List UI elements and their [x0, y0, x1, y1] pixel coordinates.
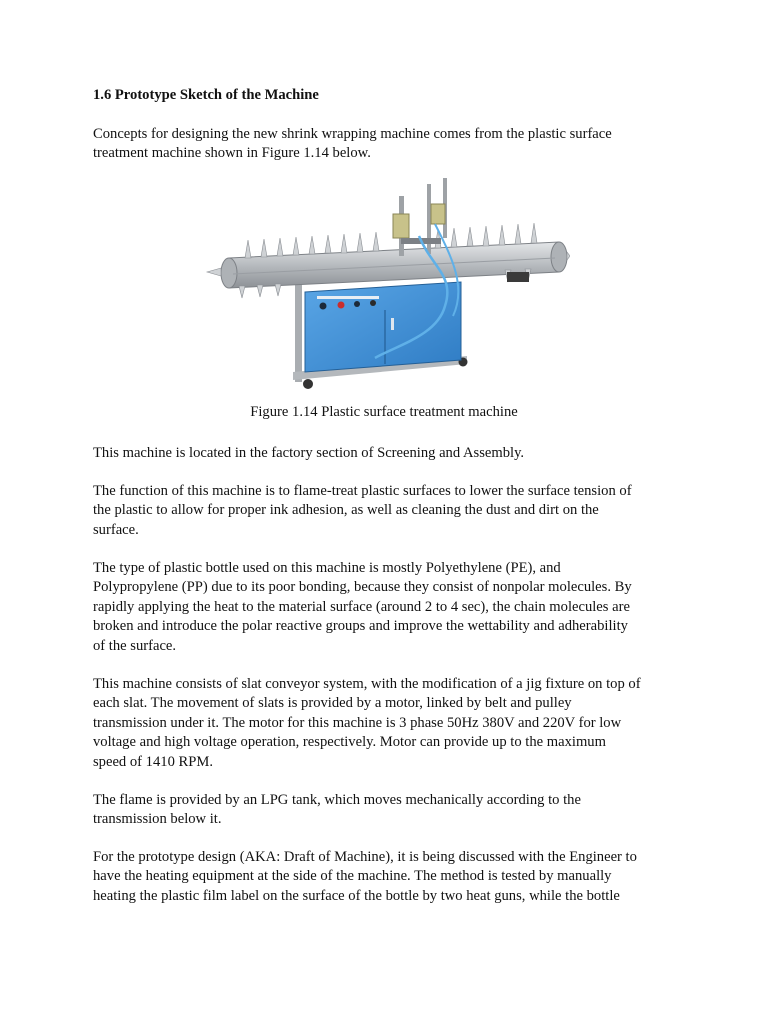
- text-line: broken and introduce the polar reactive groups and improve the wettability and adherability: [93, 618, 628, 635]
- end-spike: [567, 252, 570, 260]
- paragraph-conveyor: [93, 675, 683, 772]
- motor: [507, 272, 529, 282]
- frame-leg-left: [295, 284, 302, 382]
- machine-figure: [205, 176, 570, 392]
- paragraph-plastic-type: [93, 559, 683, 656]
- caster-wheel: [303, 379, 313, 389]
- text-line: of the surface.: [93, 637, 177, 654]
- figure-caption: Figure 1.14 Plastic surface treatment machine: [250, 404, 518, 420]
- panel-label-strip: [317, 296, 379, 299]
- text-line: The function of this machine is to flame-treat plastic surfaces to lower the surface tension of: [93, 483, 632, 499]
- control-knob: [320, 303, 327, 310]
- control-knob: [354, 301, 360, 307]
- text-line: The flame is provided by an LPG tank, which moves mechanically according to the: [93, 792, 581, 808]
- text-line: This machine is located in the factory section of Screening and Assembly.: [93, 445, 525, 461]
- emergency-button: [338, 302, 345, 309]
- paragraph-flame: [93, 791, 683, 830]
- burner-head: [431, 204, 445, 224]
- text-line: Concepts for designing the new shrink wrapping machine comes from the plastic surface: [93, 126, 612, 142]
- text-line: transmission under it. The motor for this machine is 3 phase 50Hz 380V and 220V for low: [93, 714, 622, 731]
- text-line: voltage and high voltage operation, respectively. Motor can provide up to the maximum: [93, 734, 606, 751]
- text-line: rapidly applying the heat to the material surface (around 2 to 4 sec), the chain molecules are: [93, 598, 630, 615]
- text-line: treatment machine shown in Figure 1.14 below.: [93, 145, 371, 162]
- text-line: have the heating equipment at the side of the machine. The method is tested by manually: [93, 868, 612, 885]
- text-line: each slat. The movement of slats is provided by a motor, linked by belt and pulley: [93, 695, 572, 712]
- text-line: The type of plastic bottle used on this machine is mostly Polyethylene (PE), and: [93, 560, 561, 576]
- cabinet-handle: [391, 318, 394, 330]
- text-line: speed of 1410 RPM.: [93, 753, 213, 770]
- control-knob: [370, 300, 376, 306]
- paragraph-function: [93, 482, 683, 540]
- text-line: transmission below it.: [93, 811, 222, 828]
- section-heading: 1.6 Prototype Sketch of the Machine: [93, 87, 319, 103]
- paragraph-intro: [93, 125, 683, 164]
- paragraph-location: [93, 444, 683, 463]
- text-line: This machine consists of slat conveyor system, with the modification of a jig fixture on top of: [93, 676, 641, 692]
- text-line: the plastic to allow for proper ink adhesion, as well as cleaning the dust and dirt on the: [93, 502, 599, 519]
- burner-head: [393, 214, 409, 238]
- paragraph-prototype: [93, 848, 683, 906]
- text-line: For the prototype design (AKA: Draft of Machine), it is being discussed with the Engineer to: [93, 849, 637, 865]
- text-line: Polypropylene (PP) due to its poor bonding, because they consist of nonpolar molecules. By: [93, 579, 632, 596]
- conveyor-end-right: [551, 242, 567, 272]
- text-line: heating the plastic film label on the surface of the bottle by two heat guns, while the bottle: [93, 887, 620, 904]
- conveyor-end-left: [221, 258, 237, 288]
- control-cabinet: [305, 282, 461, 372]
- end-spike: [207, 268, 221, 276]
- text-line: surface.: [93, 521, 139, 538]
